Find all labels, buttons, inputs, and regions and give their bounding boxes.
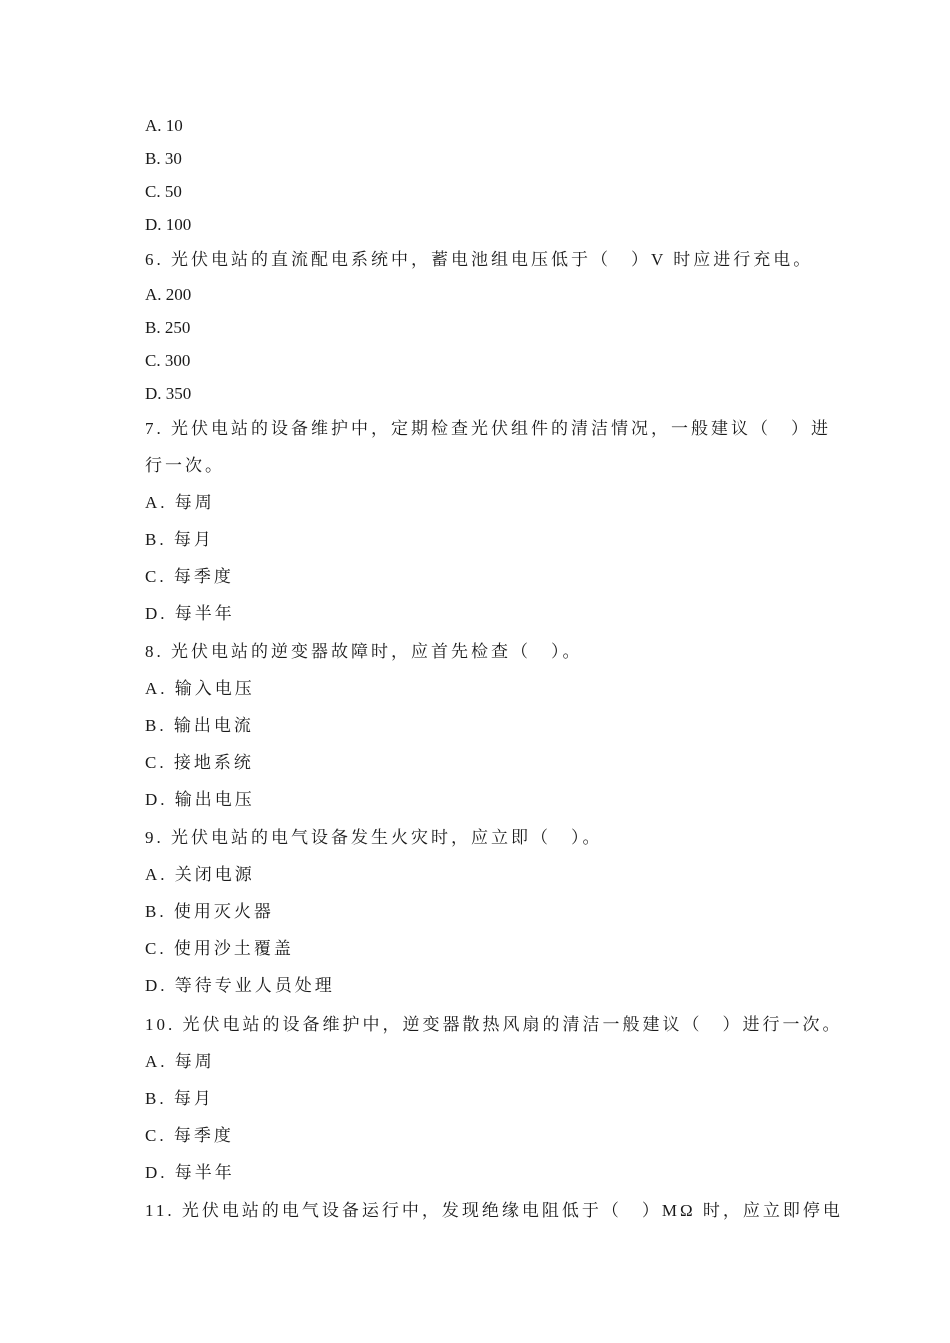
option-6a: A. 200 xyxy=(145,285,192,304)
option-10a: A. 每周 xyxy=(145,1052,215,1071)
question-11: 11. 光伏电站的电气设备运行中，发现绝缘电阻低于（ ）MΩ 时，应立即停电 xyxy=(145,1201,843,1220)
question-6: 6. 光伏电站的直流配电系统中，蓄电池组电压低于（ ）V 时应进行充电。 xyxy=(145,250,814,269)
option-8a: A. 输入电压 xyxy=(145,679,255,698)
option-9b: B. 使用灭火器 xyxy=(145,902,274,921)
option-10b: B. 每月 xyxy=(145,1089,214,1108)
option-9d: D. 等待专业人员处理 xyxy=(145,976,335,995)
option-5d: D. 100 xyxy=(145,215,192,234)
option-10c: C. 每季度 xyxy=(145,1126,234,1145)
option-6c: C. 300 xyxy=(145,351,191,370)
option-7a: A. 每周 xyxy=(145,493,215,512)
option-10d: D. 每半年 xyxy=(145,1163,235,1182)
option-7c: C. 每季度 xyxy=(145,567,234,586)
option-8d: D. 输出电压 xyxy=(145,790,255,809)
option-6b: B. 250 xyxy=(145,318,191,337)
option-5c: C. 50 xyxy=(145,182,182,201)
option-9c: C. 使用沙土覆盖 xyxy=(145,939,294,958)
option-8c: C. 接地系统 xyxy=(145,753,254,772)
option-5b: B. 30 xyxy=(145,149,182,168)
option-8b: B. 输出电流 xyxy=(145,716,254,735)
option-6d: D. 350 xyxy=(145,384,192,403)
question-7-cont: 行一次。 xyxy=(145,456,225,475)
question-8: 8. 光伏电站的逆变器故障时，应首先检查（ ）。 xyxy=(145,642,583,661)
option-9a: A. 关闭电源 xyxy=(145,865,255,884)
option-5a: A. 10 xyxy=(145,116,183,135)
option-7b: B. 每月 xyxy=(145,530,214,549)
question-10: 10. 光伏电站的设备维护中，逆变器散热风扇的清洁一般建议（ ）进行一次。 xyxy=(145,1015,843,1034)
question-9: 9. 光伏电站的电气设备发生火灾时，应立即（ ）。 xyxy=(145,828,603,847)
option-7d: D. 每半年 xyxy=(145,604,235,623)
question-7: 7. 光伏电站的设备维护中，定期检查光伏组件的清洁情况，一般建议（ ）进 xyxy=(145,419,831,438)
